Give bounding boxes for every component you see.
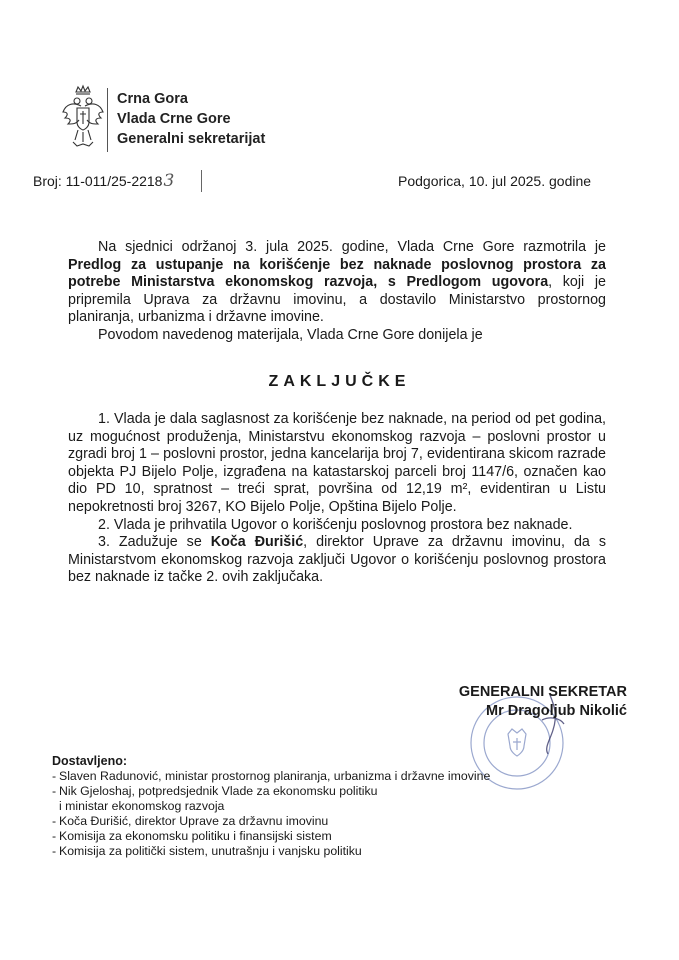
place-date: Podgorica, 10. jul 2025. godine — [398, 173, 592, 189]
reference-number — [33, 172, 174, 190]
intro-text-start: Na sjednici održanoj 3. jula 2025. godine, Vlada Crne Gore razmotrila je — [98, 239, 606, 255]
distribution-item: - Komisija za ekonomsku politiku i finansijski sistem — [52, 829, 572, 844]
conclusion-3-start: 3. Zadužuje se — [98, 534, 211, 551]
signature-role: GENERALNI SEKRETAR — [458, 684, 627, 700]
reference-number-text: Broj: 11-011/25-2218 — [33, 173, 163, 189]
conclusions-section — [68, 411, 606, 587]
header-country: Crna Gora — [117, 91, 188, 107]
document-title: ZAKLJUČKE — [268, 373, 411, 390]
distribution-title: Dostavljeno: — [52, 754, 128, 768]
signature-block — [459, 683, 627, 721]
conclusion-3 — [68, 534, 606, 587]
header-divider — [107, 88, 108, 152]
coat-of-arms-emblem — [61, 84, 105, 150]
distribution-item: - Nik Gjeloshaj, potpredsjednik Vlade za ekonomsku politiku i ministar ekonomskog razvoja — [52, 784, 379, 814]
header-government: Vlada Crne Gore — [117, 111, 231, 127]
intro-paragraph-2: Povodom navedenog materijala, Vlada Crne Gore donijela je — [98, 326, 483, 343]
intro-paragraph — [68, 239, 606, 327]
distribution-item: - Koča Đurišić, direktor Uprave za državnu imovinu — [52, 814, 572, 829]
signature-name: Mr Dragoljub Nikolić — [486, 703, 627, 719]
conclusion-2: 2. Vlada je prihvatila Ugovor o korišćenju poslovnog prostora bez naknade. — [98, 516, 573, 533]
intro-text-end: , koji je pripremila Uprava za državnu imovinu, a dostavilo Ministarstvo prostornog planiranja, urbanizma i državne imovine. — [68, 274, 606, 326]
intro-section — [68, 239, 606, 345]
handwritten-stroke — [201, 170, 202, 192]
handwritten-suffix: 3 — [163, 171, 175, 191]
conclusion-3-end: , direktor Uprave za državnu imovinu, da s Ministarstvom ekonomskog razvoja zaključi Ugovor o korišćenju poslovnog prostora bez naknade iz tačke 2. ovih zaključaka. — [68, 534, 606, 586]
conclusion-3-bold: Koča Đurišić — [210, 534, 304, 551]
header-block — [117, 89, 265, 149]
header-secretariat: Generalni sekretarijat — [117, 131, 266, 147]
conclusion-1: 1. Vlada je dala saglasnost za korišćenje bez naknade, na period od pet godina, uz mogućnost produženja, Ministarstvu ekonomskog razvoja – poslovni prostor u zgradi broj 1 – poslovni prostor, jedna kancelarija broj 7, evidentirana skicom razrade objekta PJ Bijelo Polje, izgrađena na katastarskoj parceli broj 1147/6, označen kao dio PD 10, spratnost – treći sprat, površina od 12,19 m², evidentiran u Listu nepokretnosti broj 3267, KO Bijelo Polje, Opština Bijelo Polje. — [68, 411, 606, 515]
distribution-item: - Slaven Radunović, ministar prostornog planiranja, urbanizma i državne imovine — [52, 769, 572, 784]
distribution-item: - Komisija za politički sistem, unutrašnju i vanjsku politiku — [52, 844, 572, 859]
intro-text-bold: Predlog za ustupanje na korišćenje bez naknade poslovnog prostora za potrebe Ministarstva ekonomskog razvoja, s Predlogom ugovora — [68, 256, 606, 291]
distribution-list — [52, 753, 572, 859]
